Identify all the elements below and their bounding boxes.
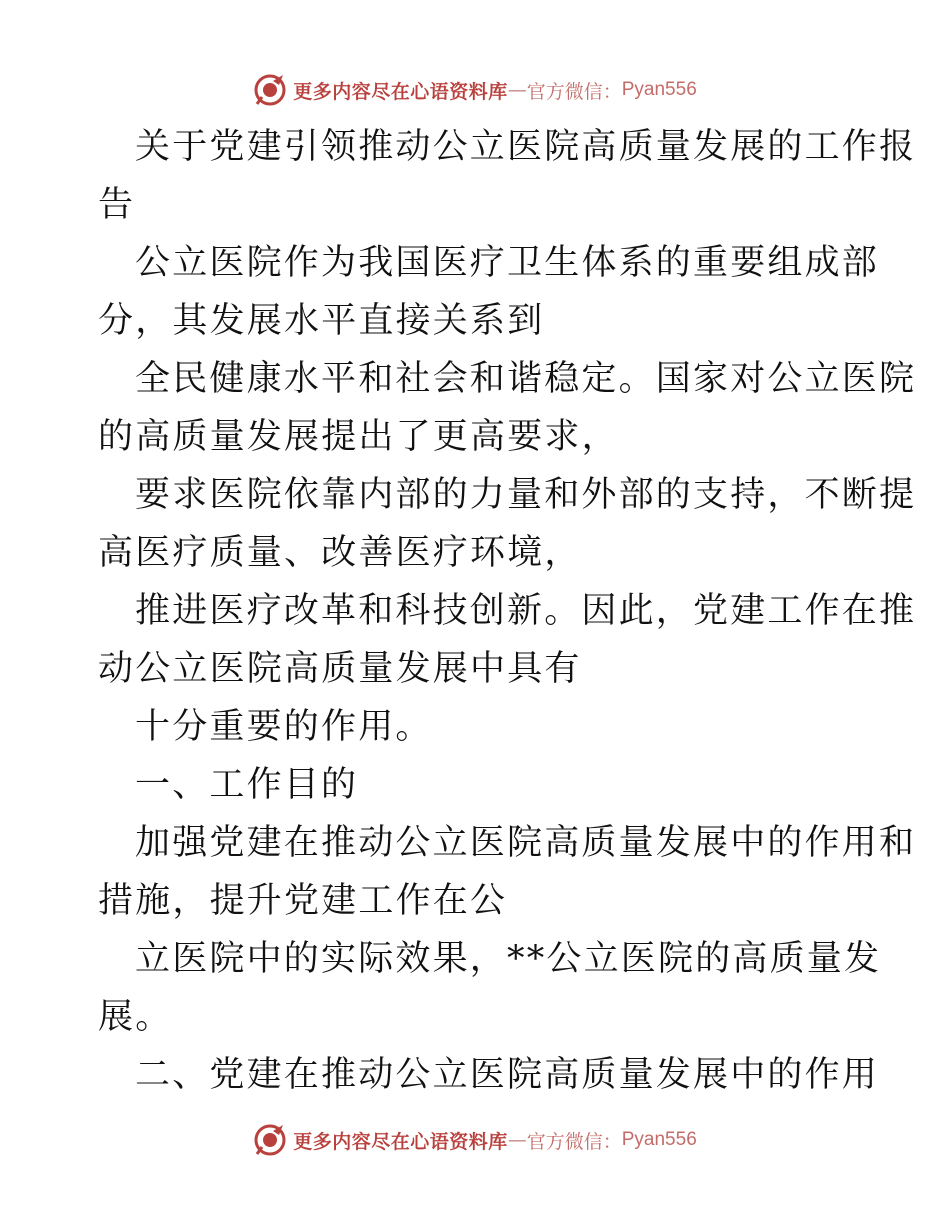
paragraph-line: 公立医院作为我国医疗卫生体系的重要组成部 <box>135 243 880 283</box>
watermark-brand-text: 更多内容尽在心语资料库 <box>293 1130 508 1153</box>
paragraph-line: 立医院中的实际效果，**公立医院的高质量发 <box>135 939 882 979</box>
watermark-brand-text: 更多内容尽在心语资料库 <box>293 80 508 103</box>
brand-logo-icon <box>253 73 287 107</box>
paragraph-line: 高医疗质量、改善医疗环境， <box>98 533 582 573</box>
watermark-wechat-id: Pyan556 <box>621 1129 697 1150</box>
paragraph-line: 措施，提升党建工作在公 <box>98 881 508 921</box>
watermark-official-label: 官方微信： <box>526 1130 622 1153</box>
paragraph-line: 动公立医院高质量发展中具有 <box>98 649 582 689</box>
paragraph-line: 分，其发展水平直接关系到 <box>98 301 545 341</box>
paragraph-line: 的高质量发展提出了更高要求， <box>98 417 619 457</box>
paragraph-line: 加强党建在推动公立医院高质量发展中的作用和 <box>135 823 917 863</box>
watermark-wechat-id: Pyan556 <box>621 79 697 100</box>
watermark-separator: — <box>507 1129 527 1151</box>
paragraph-line: 十分重要的作用。 <box>135 707 433 747</box>
brand-logo-icon <box>253 1123 287 1157</box>
paragraph-line: 要求医院依靠内部的力量和外部的支持，不断提 <box>135 475 917 515</box>
document-title-line-1: 关于党建引领推动公立医院高质量发展的工作报 <box>135 127 917 167</box>
paragraph-line: 展。 <box>98 997 173 1037</box>
document-title-line-2: 告 <box>98 185 136 225</box>
section-heading-1: 一、工作目的 <box>135 765 359 805</box>
footer-watermark <box>0 1120 950 1160</box>
watermark-official-label: 官方微信： <box>526 80 622 103</box>
paragraph-line: 推进医疗改革和科技创新。因此，党建工作在推 <box>135 591 917 631</box>
section-heading-2: 二、党建在推动公立医院高质量发展中的作用 <box>135 1055 880 1095</box>
paragraph-line: 全民健康水平和社会和谐稳定。国家对公立医院 <box>135 359 917 399</box>
watermark-separator: — <box>507 79 527 101</box>
header-watermark <box>0 70 950 110</box>
